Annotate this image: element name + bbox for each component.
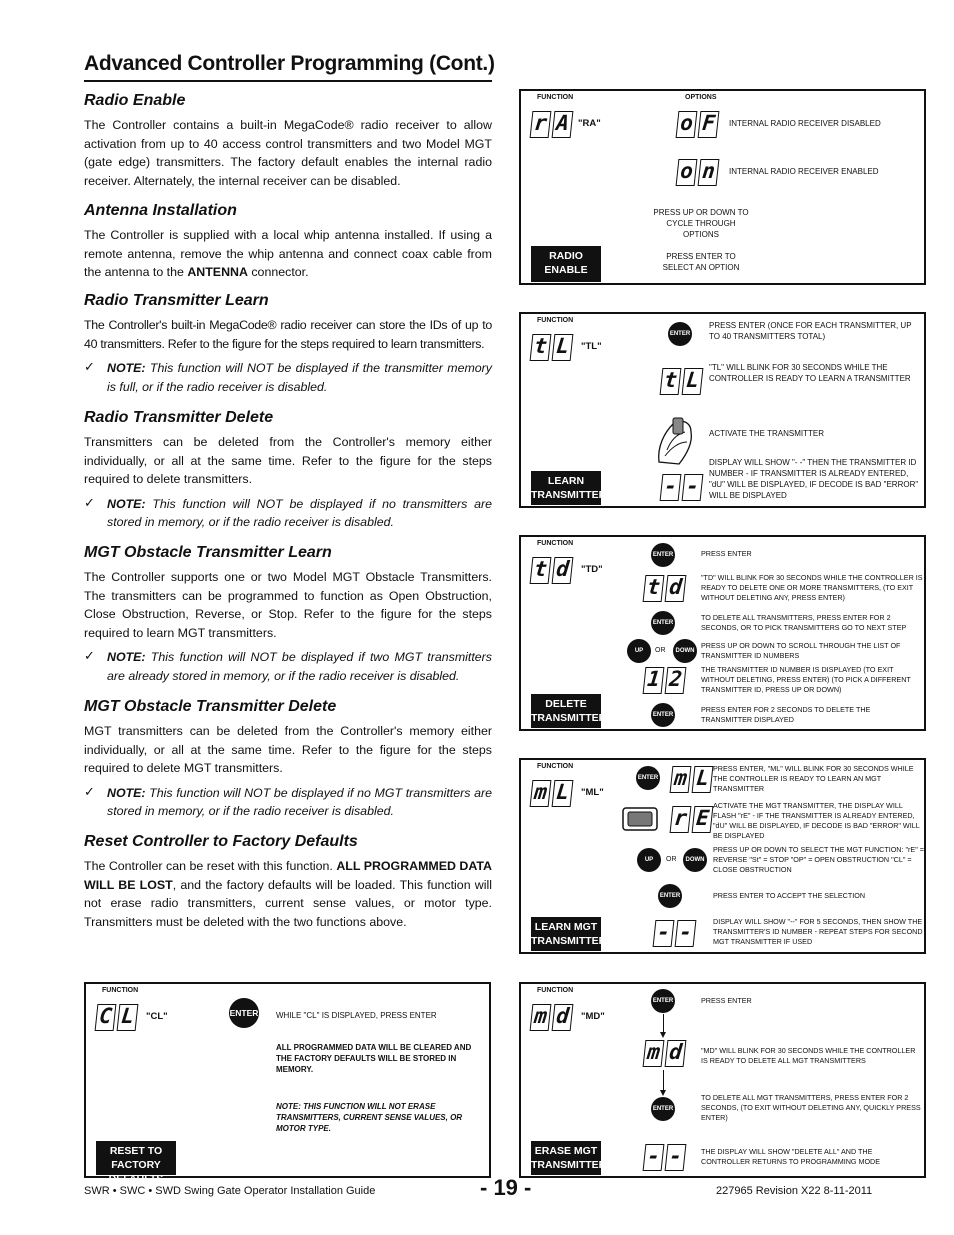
- step-text: "TL" WILL BLINK FOR 30 SECONDS WHILE THE CONTROLLER IS READY TO LEARN A TRANSMITTER: [709, 363, 911, 383]
- function-tag: RADIO ENABLE: [531, 246, 601, 282]
- section-reset: [84, 833, 492, 931]
- title-rule: [84, 80, 492, 82]
- lcd-result: - -: [661, 474, 702, 501]
- function-label: FUNCTION: [537, 94, 574, 101]
- section-body: The Controller can be reset with this function. ALL PROGRAMMED DATA WILL BE LOST, and the factory defaults will be loaded. This function will not erase radio transmitters, current sense values, or motor type. Transmitters must be deleted with the two functions above.: [84, 859, 492, 929]
- enter-button[interactable]: ENTER: [229, 998, 259, 1028]
- note: ✓ NOTE: This function will NOT be displayed if the transmitter memory is full, or if the radio receiver is disabled.: [84, 359, 492, 396]
- function-code: "CL": [146, 1011, 168, 1022]
- checkmark-icon: ✓: [84, 783, 95, 799]
- lcd-display: r A: [531, 111, 572, 138]
- function-code: "TD": [581, 564, 603, 575]
- section-mgt-learn: [84, 544, 492, 685]
- arrow-down-icon: [660, 1090, 666, 1096]
- lcd-option-off: o F: [677, 111, 718, 138]
- enter-button[interactable]: ENTER: [651, 703, 675, 727]
- function-label: FUNCTION: [537, 987, 574, 994]
- lcd-display: t L: [531, 334, 572, 361]
- step-text: PRESS ENTER FOR 2 SECONDS TO DELETE THE TRANSMITTER DISPLAYED: [701, 705, 871, 724]
- enter-button[interactable]: ENTER: [651, 1097, 675, 1121]
- lcd-function: r E: [671, 806, 712, 833]
- up-button[interactable]: UP: [637, 848, 661, 872]
- options-label: OPTIONS: [685, 94, 717, 101]
- function-label: FUNCTION: [537, 763, 574, 770]
- panel-learn-mgt: [519, 758, 926, 954]
- option-text: INTERNAL RADIO RECEIVER DISABLED: [729, 119, 881, 128]
- checkmark-icon: ✓: [84, 648, 95, 663]
- footer-right: 227965 Revision X22 8-11-2011: [716, 1185, 873, 1197]
- down-button[interactable]: DOWN: [683, 848, 707, 872]
- lcd-display: m L: [531, 780, 572, 807]
- function-label: FUNCTION: [537, 540, 574, 547]
- function-tag: LEARN MGT TRANSMITTERS: [531, 917, 601, 951]
- enter-button[interactable]: ENTER: [651, 611, 675, 635]
- function-tag: LEARN TRANSMITTERS: [531, 471, 601, 505]
- function-code: "MD": [581, 1011, 605, 1022]
- step-text: THE TRANSMITTER ID NUMBER IS DISPLAYED (TO EXIT WITHOUT DELETING, PRESS ENTER) (TO PICK A DIFFERENT TRANSMITTER ID, PRESS UP OR DOWN): [701, 665, 911, 694]
- step-text: TO DELETE ALL MGT TRANSMITTERS, PRESS ENTER FOR 2 SECONDS, (TO EXIT WITHOUT DELETING ANY, QUICKLY PRESS ENTER): [701, 1093, 921, 1122]
- step-text: PRESS UP OR DOWN TO SELECT THE MGT FUNCTION: "rE" = REVERSE "St" = STOP "OP" = OPEN OBSTRUCTION "CL" = CLOSE OBSTRUCTION: [713, 845, 924, 874]
- or-label: OR: [666, 856, 677, 863]
- checkmark-icon: ✓: [84, 359, 95, 374]
- panel-radio-enable: [519, 89, 926, 285]
- function-code: "TL": [581, 341, 602, 352]
- option-text: INTERNAL RADIO RECEIVER ENABLED: [729, 167, 879, 176]
- arrow-down-icon: [660, 1032, 666, 1038]
- lcd-result: - -: [654, 920, 695, 947]
- lcd-display: t d: [531, 557, 572, 584]
- step-text: TO DELETE ALL TRANSMITTERS, PRESS ENTER FOR 2 SECONDS, OR TO PICK TRANSMITTERS GO TO NEXT STEP: [701, 613, 907, 632]
- enter-button[interactable]: ENTER: [658, 884, 682, 908]
- page-number: - 19 -: [480, 1175, 532, 1200]
- section-heading: Reset Controller to Factory Defaults: [84, 833, 358, 850]
- section-heading: MGT Obstacle Transmitter Learn: [84, 544, 332, 561]
- lcd-blink: m d: [644, 1040, 685, 1067]
- up-button[interactable]: UP: [627, 639, 651, 663]
- or-label: OR: [655, 647, 666, 654]
- step-text: PRESS ENTER, "ML" WILL BLINK FOR 30 SECONDS WHILE THE CONTROLLER IS READY TO LEARN AN MGT TRANSMITTER: [713, 764, 914, 793]
- cycle-text: PRESS UP OR DOWN TO CYCLE THROUGH OPTIONS: [653, 208, 749, 239]
- step-text: PRESS ENTER (ONCE FOR EACH TRANSMITTER, UP TO 40 TRANSMITTERS TOTAL): [709, 321, 912, 341]
- section-antenna: [84, 202, 492, 282]
- section-radio-enable: [84, 92, 492, 190]
- step-text: PRESS ENTER: [701, 549, 752, 558]
- section-body: Transmitters can be deleted from the Controller's memory either individually, or all at the same time. Refer to the figure for the steps required to delete transmitters.: [84, 435, 492, 486]
- enter-button[interactable]: ENTER: [668, 322, 692, 346]
- section-heading: Antenna Installation: [84, 202, 237, 219]
- step-text: ACTIVATE THE TRANSMITTER: [709, 429, 824, 438]
- section-body: The Controller is supplied with a local whip antenna installed. If using a remote antenna, remove the whip antenna and connect coax cable from the antenna to the ANTENNA connector.: [84, 228, 492, 279]
- section-heading: Radio Transmitter Delete: [84, 409, 274, 426]
- note: ✓ NOTE: This function will NOT be displayed if two MGT transmitters are already stored in memory, or if the radio receiver is disabled.: [84, 648, 492, 685]
- step-text: "TD" WILL BLINK FOR 30 SECONDS WHILE THE CONTROLLER IS READY TO DELETE ONE OR MORE TRANSMITTERS, (TO EXIT WITHOUT DELETING ANY, PRESS ENTER): [701, 573, 923, 602]
- step-text: "MD" WILL BLINK FOR 30 SECONDS WHILE THE CONTROLLER IS READY TO DELETE ALL MGT TRANSMITTERS: [701, 1046, 916, 1065]
- function-tag: RESET TO FACTORY DEFAULTS: [96, 1141, 176, 1175]
- step-text: DISPLAY WILL SHOW "--" FOR 5 SECONDS, THEN SHOW THE TRANSMITTER'S ID NUMBER - REPEAT STEPS FOR SECOND MGT TRANSMITTER IF USED: [713, 917, 923, 946]
- section-body: The Controller contains a built-in MegaCode® radio receiver to allow activation from up to 40 access control transmitters and two Model MGT (gate edge) transmitters. The factory default enables the internal radio receiver. Alternately, the internal receiver can be disabled.: [84, 118, 492, 188]
- section-body: The Controller supports one or two Model MGT Obstacle Transmitters. The transmitters can be programmed to function as Open Obstruction, Close Obstruction, Reverse, or Stop. Refer to the figure for the steps required to learn MGT transmitters.: [84, 570, 492, 640]
- lcd-display: C L: [96, 1004, 137, 1031]
- enter-button[interactable]: ENTER: [651, 543, 675, 567]
- note: ✓ NOTE: This function will NOT be displayed if no transmitters are stored in memory, or if the radio receiver is disabled.: [84, 495, 492, 532]
- step-text: THE DISPLAY WILL SHOW "DELETE ALL" AND THE CONTROLLER RETURNS TO PROGRAMMING MODE: [701, 1147, 881, 1166]
- mgt-transmitter-icon: [621, 804, 661, 834]
- hand-transmitter-icon: [651, 410, 701, 468]
- lcd-option-on: o n: [677, 159, 718, 186]
- section-body: MGT transmitters can be deleted from the Controller's memory either individually, or all at the same time. Refer to the figure for the steps required to delete MGT transmitters.: [84, 724, 492, 775]
- function-tag: DELETE TRANSMITTERS: [531, 694, 601, 728]
- panel-reset-defaults: [84, 982, 491, 1185]
- function-label: FUNCTION: [102, 987, 139, 994]
- note: ✓ NOTE: This function will NOT be displayed if no MGT transmitters are stored in memory, or if the radio receiver is disabled.: [84, 784, 492, 821]
- enter-button[interactable]: ENTER: [636, 766, 660, 790]
- function-code: "RA": [578, 118, 601, 129]
- lcd-blink: m L: [671, 766, 712, 793]
- section-heading: Radio Transmitter Learn: [84, 292, 269, 309]
- function-label: FUNCTION: [537, 317, 574, 324]
- step-text: DISPLAY WILL SHOW "- -" THEN THE TRANSMITTER ID NUMBER - IF TRANSMITTER IS ALREADY ENTERED, "dU" WILL BE DISPLAYED, IF DECODE IS BAD "ERROR" WILL BE DISPLAYED: [709, 458, 919, 500]
- panel-erase-mgt: [519, 982, 926, 1178]
- enter-button[interactable]: ENTER: [651, 989, 675, 1013]
- section-tx-learn: [84, 292, 492, 396]
- step-text: ALL PROGRAMMED DATA WILL BE CLEARED AND THE FACTORY DEFAULTS WILL BE STORED IN MEMORY.: [276, 1043, 472, 1074]
- section-tx-delete: [84, 409, 492, 532]
- lcd-result: - -: [644, 1144, 685, 1171]
- step-text: PRESS UP OR DOWN TO SCROLL THROUGH THE LIST OF TRANSMITTER ID NUMBERS: [701, 641, 901, 660]
- step-text: PRESS ENTER TO ACCEPT THE SELECTION: [713, 891, 866, 900]
- section-heading: Radio Enable: [84, 92, 186, 109]
- footer-left: SWR • SWC • SWD Swing Gate Operator Installation Guide: [84, 1185, 376, 1197]
- section-body: The Controller's built-in MegaCode® radio receiver can store the IDs of up to 40 transmitters. Refer to the figure for the steps required to learn transmitters.: [84, 318, 492, 351]
- function-code: "ML": [581, 787, 604, 798]
- panel-delete-transmitters: [519, 535, 926, 731]
- note-text: NOTE: THIS FUNCTION WILL NOT ERASE TRANSMITTERS, CURRENT SENSE VALUES, OR MOTOR TYPE.: [276, 1102, 463, 1133]
- down-button[interactable]: DOWN: [673, 639, 697, 663]
- select-text: PRESS ENTER TO SELECT AN OPTION: [662, 252, 740, 272]
- step-text: PRESS ENTER: [701, 996, 752, 1005]
- lcd-blink: t L: [661, 368, 702, 395]
- step-text: WHILE "CL" IS DISPLAYED, PRESS ENTER: [276, 1011, 437, 1020]
- panel-learn-transmitters: [519, 312, 926, 508]
- lcd-transmitter-id: 1 2: [644, 667, 685, 694]
- step-text: ACTIVATE THE MGT TRANSMITTER, THE DISPLAY WILL FLASH "rE" - IF THE TRANSMITTER IS ALREADY ENTERED, "dU" WILL BE DISPLAYED, IF DECODE IS BAD "ERROR" WILL BE DISPLAYED: [713, 801, 920, 840]
- checkmark-icon: ✓: [84, 494, 95, 510]
- lcd-blink: t d: [644, 575, 685, 602]
- page-title: Advanced Controller Programming (Cont.): [84, 52, 495, 75]
- section-mgt-delete: [84, 698, 492, 821]
- function-tag: ERASE MGT TRANSMITTERS: [531, 1141, 601, 1175]
- lcd-display: m d: [531, 1004, 572, 1031]
- section-heading: MGT Obstacle Transmitter Delete: [84, 698, 337, 715]
